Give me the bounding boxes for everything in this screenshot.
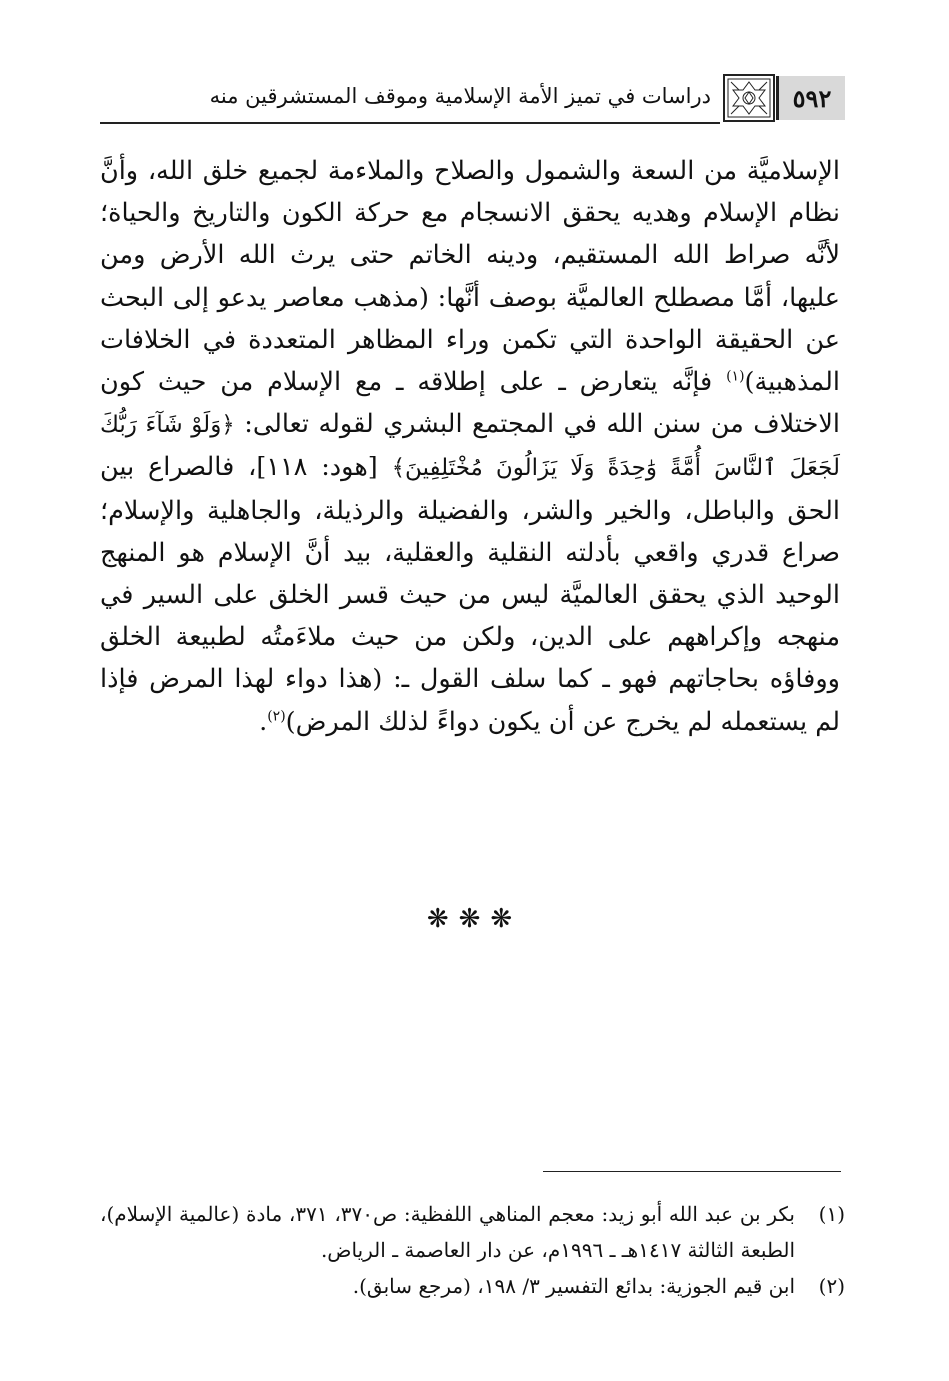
footnotes: [100, 1196, 845, 1304]
footnote-rule: [543, 1171, 841, 1172]
header-rule: [100, 122, 720, 124]
ornament-icon: [723, 74, 775, 122]
footnote-text: ابن قيم الجوزية: بدائع التفسير ٣/ ١٩٨، (مرجع سابق).: [352, 1274, 795, 1298]
paragraph: [100, 150, 840, 743]
running-title: دراسات في تميز الأمة الإسلامية وموقف المستشرقين منه: [209, 84, 711, 108]
footnote-ref: (٢): [267, 708, 286, 725]
text-segment: الإسلاميَّة من السعة والشمول والصلاح والملاءمة لجميع خلق الله، وأنَّ نظام الإسلام وهديه يحقق الانسجام مع حركة الكون والتاريخ والحياة؛ لأنَّه صراط الله المستقيم، ودينه الخاتم حتى يرث الله الأرض ومن عليها، أمَّا مصطلح العالميَّة بوصف أنَّها: (مذهب معاصر يدعو إلى البحث عن الحقيقة الواحدة التي تكمن وراء المظاهر المتعددة في الخلافات المذهبية): [100, 156, 840, 398]
footnote: [100, 1196, 845, 1268]
section-separator: ❋❋❋: [426, 904, 523, 934]
footnote: [100, 1268, 845, 1304]
footnote-number: (١): [818, 1202, 845, 1226]
footnote-text: بكر بن عبد الله أبو زيد: معجم المناهي اللفظية: ص٣٧٠، ٣٧١، مادة (عالمية الإسلام)، الطبعة الثالثة ١٤١٧هـ ـ ١٩٩٦م، عن دار العاصمة ـ الرياض.: [100, 1202, 795, 1262]
page-header: [100, 74, 845, 134]
text-segment: .: [259, 706, 268, 737]
text-segment: [هود: ١١٨]، فالصراع بين الحق والباطل، والخير والشر، والفضيلة والرذيلة، والجاهلية والإسلام؛ صراع قدري واقعي بأدلته النقلية والعقلية، بيد أنَّ الإسلام هو المنهج الوحيد الذي يحقق العالميَّة ليس من حيث قسر الخلق على السير في منهجه وإكراههم على الدين، ولكن من حيث ملاءَمتُه لطبيعة الخلق ووفاؤه بحاجاتهم فهو ـ كما سلف القول ـ: (هذا دواء لهذا المرض فإذا لم يستعمله لم يخرج عن أن يكون دواءً لذلك المرض): [100, 452, 840, 737]
text-segment: فإنَّه يتعارض ـ على إطلاقه ـ مع الإسلام من حيث كون الاختلاف من سنن الله في المجتمع البشري لقوله تعالى:: [100, 367, 840, 440]
footnote-number: (٢): [818, 1274, 845, 1298]
page-number: ٥٩٢: [776, 76, 845, 120]
footnote-ref: (١): [726, 368, 745, 385]
quran-verse: ﴿وَلَوْ شَآءَ رَبُّكَ لَجَعَلَ ٱلنَّاسَ أُمَّةً وَٰحِدَةً وَلَا يَزَالُونَ مُخْتَلِفِينَ﴾: [100, 412, 840, 482]
main-text: [100, 150, 840, 743]
